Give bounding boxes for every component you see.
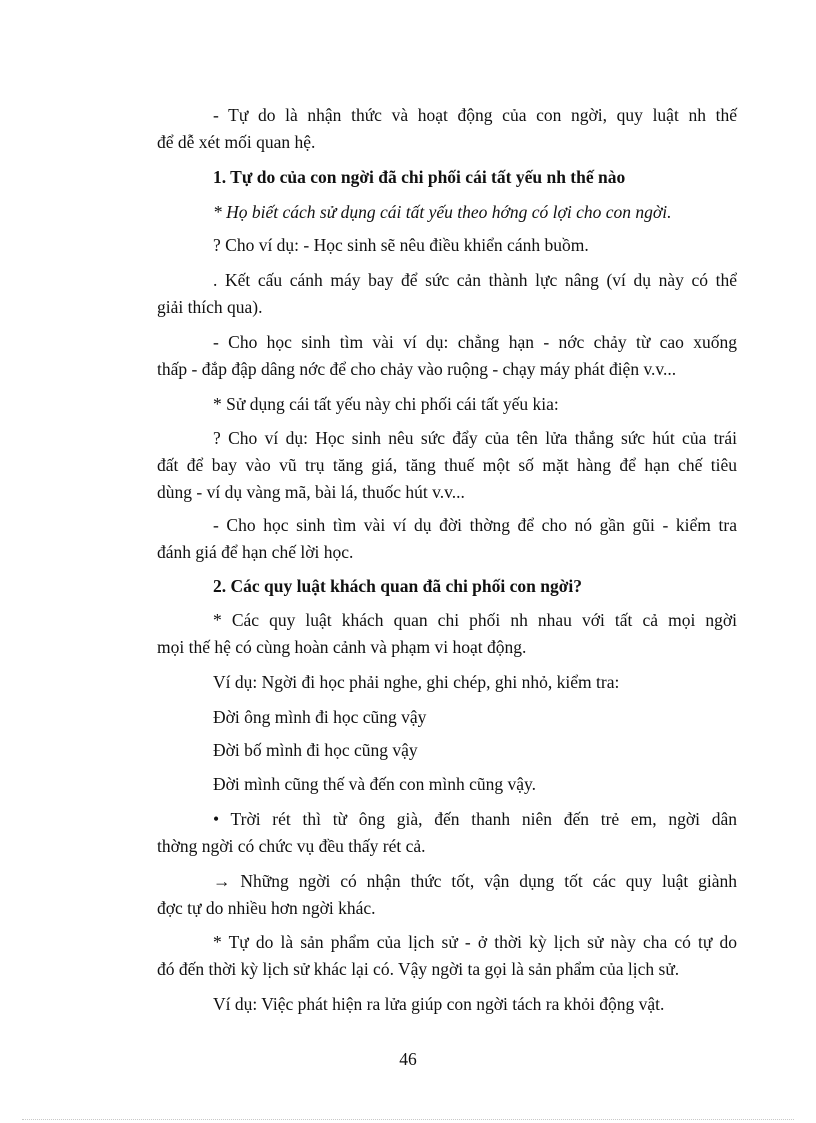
paragraph-line: . Kết cấu cánh máy bay để sức cản thành lực nâng (ví dụ này có thể xyxy=(213,270,737,290)
paragraph-line: Đời ông mình đi học cũng vậy xyxy=(213,707,427,727)
section-heading-1: 1. Tự do của con ngời đã chi phối cái tất yếu nh thế nào xyxy=(213,167,626,187)
paragraph-line: đợc tự do nhiều hơn ngời khác. xyxy=(157,898,376,918)
paragraph-line: đánh giá để hạn chế lời học. xyxy=(157,542,354,562)
page-bottom-divider xyxy=(22,1119,794,1120)
paragraph-line: * Tự do là sản phẩm của lịch sử - ở thời kỳ lịch sử này cha có tự do xyxy=(213,932,737,952)
paragraph-line: → Những ngời có nhận thức tốt, vận dụng tốt các quy luật giành xyxy=(213,871,737,891)
paragraph-line: thờng ngời có chức vụ đều thấy rét cả. xyxy=(157,836,426,856)
paragraph-line: đất để bay vào vũ trụ tăng giá, tăng thuế một số mặt hàng để hạn chế tiêu xyxy=(157,455,737,475)
paragraph-line: Ví dụ: Việc phát hiện ra lửa giúp con ngời tách ra khỏi động vật. xyxy=(213,994,665,1014)
section-heading-2: 2. Các quy luật khách quan đã chi phối con ngời? xyxy=(213,576,583,596)
paragraph-line: Đời mình cũng thế và đến con mình cũng vậy. xyxy=(213,774,537,794)
paragraph-line: ? Cho ví dụ: - Học sinh sẽ nêu điều khiển cánh buồm. xyxy=(213,235,589,255)
paragraph-line: dùng - ví dụ vàng mã, bài lá, thuốc hút v.v... xyxy=(157,482,465,502)
paragraph-line: ? Cho ví dụ: Học sinh nêu sức đẩy của tên lửa thắng sức hút của trái xyxy=(213,428,737,448)
paragraph-line: • Trời rét thì từ ông già, đến thanh niên đến trẻ em, ngời dân xyxy=(213,809,737,829)
paragraph-line: - Tự do là nhận thức và hoạt động của con ngời, quy luật nh thế xyxy=(213,105,737,125)
paragraph-line: * Các quy luật khách quan chi phối nh nhau với tất cả mọi ngời xyxy=(213,610,737,630)
paragraph-line: Ví dụ: Ngời đi học phải nghe, ghi chép, ghi nhỏ, kiểm tra: xyxy=(213,672,620,692)
paragraph-line: - Cho học sinh tìm vài ví dụ đời thờng để cho nó gần gũi - kiểm tra xyxy=(213,515,737,535)
paragraph-line: thấp - đắp đập dâng nớc để cho chảy vào ruộng - chạy máy phát điện v.v... xyxy=(157,359,677,379)
paragraph-line: để dễ xét mối quan hệ. xyxy=(157,132,316,152)
paragraph-line: đó đến thời kỳ lịch sử khác lại có. Vậy ngời ta gọi là sản phẩm của lịch sử. xyxy=(157,959,680,979)
paragraph-line: giải thích qua). xyxy=(157,297,263,317)
paragraph-line: * Sử dụng cái tất yếu này chi phối cái tất yếu kia: xyxy=(213,394,559,414)
paragraph-line: - Cho học sinh tìm vài ví dụ: chẳng hạn - nớc chảy từ cao xuống xyxy=(213,332,737,352)
page-number: 46 xyxy=(399,1049,417,1069)
paragraph-line: * Họ biết cách sử dụng cái tất yếu theo hớng có lợi cho con ngời. xyxy=(213,202,672,222)
paragraph-line: Đời bố mình đi học cũng vậy xyxy=(213,740,418,760)
paragraph-line: mọi thế hệ có cùng hoàn cảnh và phạm vi hoạt động. xyxy=(157,637,527,657)
